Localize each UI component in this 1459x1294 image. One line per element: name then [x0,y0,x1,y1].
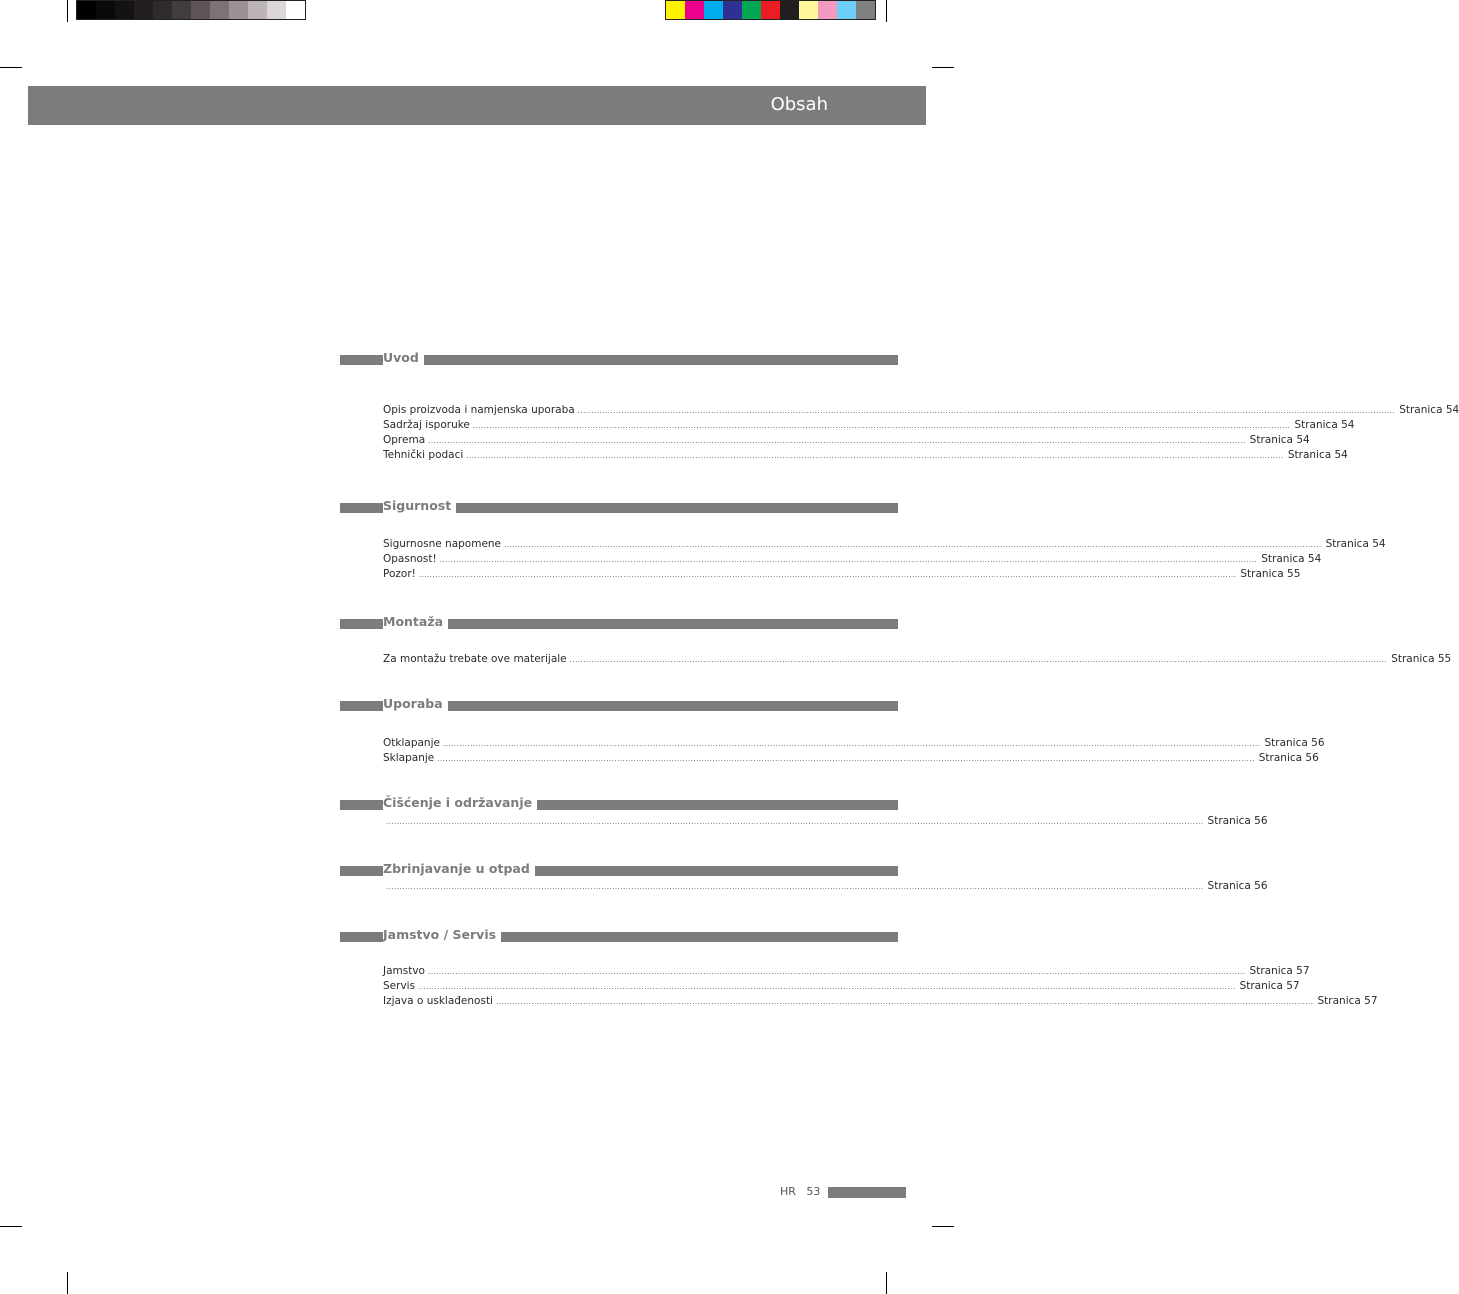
toc-entry[interactable] [383,552,1322,567]
toc-entry-page: Stranica 56 [1207,815,1268,827]
color-swatch [210,1,229,19]
color-swatch [685,1,704,19]
color-swatch [286,1,305,19]
toc-entry-page: Stranica 57 [1317,995,1378,1007]
section-heading [340,616,898,630]
toc-entry[interactable] [383,814,1268,829]
color-swatch-strip [665,0,876,20]
toc-entry[interactable] [383,433,1310,448]
toc-entry-text: Opasnost! [383,553,437,565]
toc-entry-page: Stranica 54 [1399,404,1459,416]
color-swatch [191,1,210,19]
header-band [28,86,926,125]
section-lead-bar [340,701,379,711]
toc-entry-text: Za montažu trebate ove materijale [383,653,567,665]
section-lead-bar [340,619,379,629]
toc-entry[interactable] [383,964,1310,979]
toc-entry-text: Izjava o usklađenosti [383,995,493,1007]
section-lead-bar [340,503,379,513]
toc-entry-page: Stranica 57 [1239,980,1300,992]
toc-leader-dots: ............................................................................................................................................................................................................................................................................................................ [442,740,1261,748]
toc-entry[interactable] [383,652,1452,667]
footer-page-number: 53 [806,1185,821,1198]
grayscale-swatch-strip [76,0,306,20]
color-swatch [666,1,685,19]
toc-leader-dots: ............................................................................................................................................................................................................................................................................................................ [569,656,1388,664]
toc-entry[interactable] [383,567,1301,582]
toc-leader-dots: ............................................................................................................................................................................................................................................................................................................ [504,541,1322,549]
toc-entry-page: Stranica 54 [1287,449,1348,461]
toc-entry[interactable] [383,879,1268,894]
section-title: Uvod [383,350,424,365]
color-swatch [134,1,153,19]
toc-entry-page: Stranica 54 [1249,434,1310,446]
section-heading [340,698,898,712]
section-heading [340,863,898,877]
toc-entry-text: Otklapanje [383,737,440,749]
color-swatch [837,1,856,19]
toc-entry-page: Stranica 56 [1258,752,1319,764]
toc-entry-page: Stranica 55 [1391,653,1452,665]
toc-entry[interactable] [383,403,1459,418]
toc-entry[interactable] [383,537,1386,552]
section-lead-bar [340,932,379,942]
crop-mark [886,1272,887,1294]
section-title: Zbrinjavanje u otpad [383,861,535,876]
footer-bar [828,1187,906,1198]
toc-entry-page: Stranica 54 [1294,419,1355,431]
color-swatch [77,1,96,19]
toc-leader-dots: ............................................................................................................................................................................................................................................................................................................ [428,437,1246,445]
toc-entry[interactable] [383,418,1355,433]
color-swatch [780,1,799,19]
toc-entry-text: Opis proizvoda i namjenska uporaba [383,404,575,416]
page-footer [780,1185,820,1198]
crop-mark [67,1272,68,1294]
footer-lang: HR [780,1185,796,1198]
color-swatch [115,1,134,19]
color-swatch [267,1,286,19]
crop-mark [67,0,68,22]
toc-leader-dots: ............................................................................................................................................................................................................................................................................................................ [418,983,1236,991]
toc-leader-dots: ............................................................................................................................................................................................................................................................................................................ [472,422,1291,430]
color-swatch [172,1,191,19]
toc-entry-text: Tehnički podaci [383,449,464,461]
toc-leader-dots: ............................................................................................................................................................................................................................................................................................................ [466,452,1284,460]
color-swatch [248,1,267,19]
toc-entry-page: Stranica 56 [1207,880,1268,892]
section-lead-bar [340,800,379,810]
section-heading [340,500,898,514]
toc-entry-text: Sadržaj isporuke [383,419,470,431]
color-swatch [96,1,115,19]
toc-entry-text: Oprema [383,434,426,446]
toc-leader-dots: ............................................................................................................................................................................................................................................................................................................ [428,968,1246,976]
toc-entry[interactable] [383,736,1325,751]
color-swatch [799,1,818,19]
toc-entry-text: Sigurnosne napomene [383,538,502,550]
toc-entry-text: Servis [383,980,416,992]
color-swatch [723,1,742,19]
toc-entry-page: Stranica 54 [1325,538,1386,550]
section-title: Čišćenje i održavanje [383,795,537,810]
color-swatch [856,1,875,19]
toc-entry-text: Jamstvo [383,965,425,977]
crop-mark [932,67,954,68]
section-title: Sigurnost [383,498,456,513]
toc-leader-dots: ............................................................................................................................................................................................................................................................................................................ [418,571,1237,579]
crop-mark [932,1226,954,1227]
toc-leader-dots: ............................................................................................................................................................................................................................................................................................................ [577,407,1396,415]
toc-leader-dots: ............................................................................................................................................................................................................................................................................................................ [495,998,1314,1006]
section-title: Uporaba [383,696,448,711]
toc-entry-page: Stranica 55 [1240,568,1301,580]
section-title: Montaža [383,614,448,629]
section-heading [340,929,898,943]
toc-entry[interactable] [383,448,1348,463]
color-swatch [704,1,723,19]
crop-mark [0,67,22,68]
section-heading [340,352,898,366]
toc-leader-dots: ............................................................................................................................................................................................................................................................................................................ [386,818,1204,826]
section-heading [340,797,898,811]
toc-entry[interactable] [383,751,1319,766]
toc-entry-page: Stranica 57 [1249,965,1310,977]
toc-leader-dots: ............................................................................................................................................................................................................................................................................................................ [437,755,1255,763]
toc-leader-dots: ............................................................................................................................................................................................................................................................................................................ [439,556,1258,564]
toc-leader-dots: ............................................................................................................................................................................................................................................................................................................ [386,883,1204,891]
color-swatch [153,1,172,19]
crop-mark [0,1226,22,1227]
color-swatch [742,1,761,19]
toc-entry[interactable] [383,979,1300,994]
toc-entry-text: Sklapanje [383,752,435,764]
toc-entry-page: Stranica 56 [1264,737,1325,749]
color-swatch [761,1,780,19]
section-lead-bar [340,355,379,365]
page-title: Obsah [770,94,828,115]
toc-entry-text: Pozor! [383,568,416,580]
toc-entry-page: Stranica 54 [1261,553,1322,565]
color-swatch [818,1,837,19]
section-title: Jamstvo / Servis [383,927,501,942]
section-lead-bar [340,866,379,876]
crop-mark [886,0,887,22]
toc-entry[interactable] [383,994,1378,1009]
color-swatch [229,1,248,19]
